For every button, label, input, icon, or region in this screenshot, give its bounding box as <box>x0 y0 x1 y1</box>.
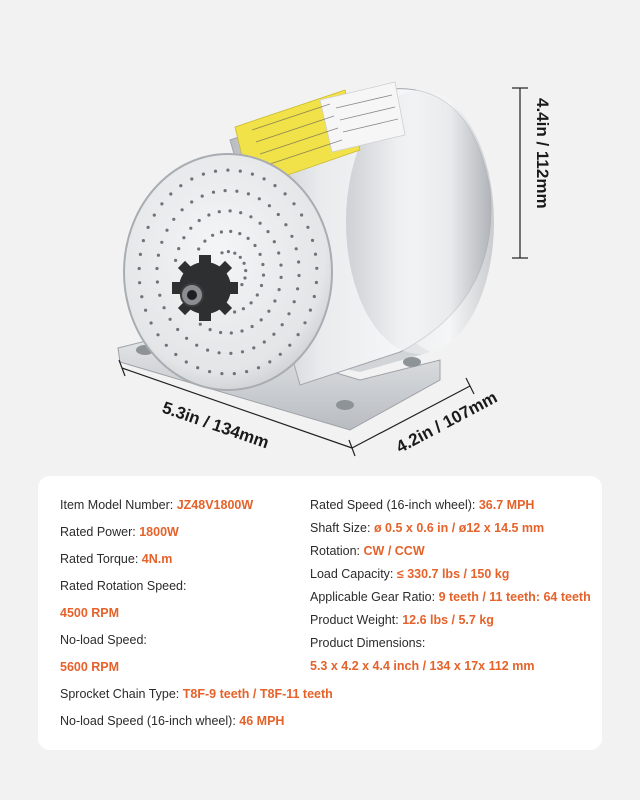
vent-hole <box>179 184 182 187</box>
vent-hole <box>176 328 179 331</box>
spec-rotation: Rotation: CW / CCW <box>310 544 425 558</box>
vent-hole <box>233 252 236 255</box>
vent-hole <box>229 209 232 212</box>
vent-hole <box>259 253 262 256</box>
vent-hole <box>201 195 204 198</box>
vent-hole <box>296 287 299 290</box>
vent-hole <box>174 259 177 262</box>
vent-hole <box>243 276 246 279</box>
spec-rated-power: Rated Power: 1800W <box>60 525 179 539</box>
vent-hole <box>229 352 232 355</box>
vent-hole <box>196 366 199 369</box>
spec-rated-rotation-speed-label: Rated Rotation Speed: <box>60 579 187 593</box>
vent-hole <box>267 310 270 313</box>
vent-hole <box>212 191 215 194</box>
vent-hole <box>163 306 166 309</box>
vent-hole <box>199 323 202 326</box>
vent-hole <box>314 253 317 256</box>
vent-hole <box>277 213 280 216</box>
vent-hole <box>280 276 283 279</box>
vent-hole <box>218 351 221 354</box>
vent-hole <box>240 283 243 286</box>
vent-hole <box>189 227 192 230</box>
vent-hole <box>233 372 236 375</box>
vent-hole <box>287 312 290 315</box>
vent-hole <box>147 226 150 229</box>
vent-hole <box>169 192 172 195</box>
spec-product-weight: Product Weight: 12.6 lbs / 5.7 kg <box>310 613 494 627</box>
vent-hole <box>138 281 141 284</box>
vent-hole <box>165 344 168 347</box>
motor-front-face <box>124 154 332 390</box>
vent-hole <box>211 234 214 237</box>
spec-product-dimensions-value: 5.3 x 4.2 x 4.4 inch / 134 x 17x 112 mm <box>310 659 535 673</box>
vent-hole <box>245 370 248 373</box>
vent-hole <box>155 267 158 270</box>
vent-hole <box>208 370 211 373</box>
vent-hole <box>229 230 232 233</box>
vent-hole <box>190 200 193 203</box>
vent-hole <box>139 253 142 256</box>
vent-hole <box>169 318 172 321</box>
vent-hole <box>297 333 300 336</box>
vent-hole <box>233 310 236 313</box>
vent-hole <box>185 360 188 363</box>
vent-hole <box>306 226 309 229</box>
vent-hole <box>258 197 261 200</box>
vent-hole <box>198 219 201 222</box>
vent-hole <box>279 353 282 356</box>
vent-hole <box>190 177 193 180</box>
vent-hole <box>309 309 312 312</box>
spec-sprocket-chain-type: Sprocket Chain Type: T8F-9 teeth / T8F-11 teeth <box>60 687 333 701</box>
width-dimension-label: 5.3in / 134mm <box>159 398 272 453</box>
depth-dimension-label: 4.2in / 107mm <box>393 387 501 457</box>
vent-hole <box>140 295 143 298</box>
vent-hole <box>250 301 253 304</box>
vent-hole <box>218 210 221 213</box>
spec-shaft-size: Shaft Size: ø 0.5 x 0.6 in / ø12 x 14.5 mm <box>310 521 545 535</box>
vent-hole <box>244 269 247 272</box>
vent-hole <box>253 244 256 247</box>
vent-hole <box>172 218 175 221</box>
spec-no-load-speed-value: 5600 RPM <box>60 660 120 674</box>
vent-hole <box>257 366 260 369</box>
vent-hole <box>160 241 163 244</box>
height-dimension-label: 4.4in / 112mm <box>533 98 552 209</box>
vent-hole <box>284 192 287 195</box>
vent-hole <box>227 250 230 253</box>
vent-hole <box>315 267 318 270</box>
vent-hole <box>144 309 147 312</box>
vent-hole <box>260 284 263 287</box>
vent-hole <box>273 184 276 187</box>
vent-hole <box>220 251 223 254</box>
vent-hole <box>239 256 242 259</box>
vent-hole <box>273 299 276 302</box>
vent-hole <box>303 321 306 324</box>
vent-hole <box>290 235 293 238</box>
vent-hole <box>185 337 188 340</box>
vent-hole <box>263 340 266 343</box>
vent-hole <box>281 323 284 326</box>
vent-hole <box>239 211 242 214</box>
spec-load-capacity: Load Capacity: ≤ 330.7 lbs / 150 kg <box>310 567 510 581</box>
vent-hole <box>160 202 163 205</box>
vent-hole <box>242 307 245 310</box>
vent-hole <box>206 349 209 352</box>
vent-hole <box>251 173 254 176</box>
vent-hole <box>226 169 229 172</box>
vent-hole <box>243 262 246 265</box>
vent-hole <box>262 274 265 277</box>
vent-hole <box>203 240 206 243</box>
spec-product-dimensions-label: Product Dimensions: <box>310 636 426 650</box>
vent-hole <box>261 263 264 266</box>
vent-hole <box>268 204 271 207</box>
vent-hole <box>197 247 200 250</box>
vent-hole <box>241 350 244 353</box>
spec-rated-rotation-speed-value: 4500 RPM <box>60 606 120 620</box>
vent-hole <box>315 281 318 284</box>
vent-hole <box>249 215 252 218</box>
vent-hole <box>272 333 275 336</box>
vent-hole <box>288 344 291 347</box>
vent-hole <box>273 240 276 243</box>
vent-hole <box>284 223 287 226</box>
spec-no-load-speed-16-inch: No-load Speed (16-inch wheel): 46 MPH <box>60 714 285 728</box>
vent-hole <box>313 295 316 298</box>
vent-hole <box>297 274 300 277</box>
vent-hole <box>157 254 160 257</box>
vent-hole <box>156 280 159 283</box>
vent-hole <box>263 177 266 180</box>
vent-hole <box>181 208 184 211</box>
vent-hole <box>235 190 238 193</box>
vent-hole <box>247 237 250 240</box>
vent-hole <box>174 353 177 356</box>
vent-hole <box>177 247 180 250</box>
spec-rated-torque: Rated Torque: 4N.m <box>60 552 173 566</box>
vent-hole <box>224 189 227 192</box>
spec-applicable-gear-ratio: Applicable Gear Ratio: 9 teeth / 11 teeth: 64 teeth <box>310 590 591 604</box>
vent-hole <box>297 260 300 263</box>
vent-hole <box>182 236 185 239</box>
vent-hole <box>311 239 314 242</box>
vent-hole <box>219 331 222 334</box>
vent-hole <box>238 232 241 235</box>
vent-hole <box>259 222 262 225</box>
vent-hole <box>220 230 223 233</box>
spec-rated-speed-16-inch: Rated Speed (16-inch wheel): 36.7 MPH <box>310 498 535 512</box>
vent-hole <box>240 329 243 332</box>
vent-hole <box>207 213 210 216</box>
vent-hole <box>252 346 255 349</box>
vent-hole <box>277 251 280 254</box>
vent-hole <box>256 293 259 296</box>
vent-hole <box>156 333 159 336</box>
vent-hole <box>239 170 242 173</box>
spec-no-load-speed-label: No-load Speed: <box>60 633 147 647</box>
vent-hole <box>292 202 295 205</box>
vent-hole <box>138 267 141 270</box>
vent-hole <box>230 331 233 334</box>
spec-item-model-number: Item Model Number: JZ48V1800W <box>60 498 254 512</box>
vent-hole <box>165 229 168 232</box>
specifications-card <box>38 476 602 750</box>
vent-hole <box>202 173 205 176</box>
vent-hole <box>300 213 303 216</box>
vent-hole <box>260 318 263 321</box>
vent-hole <box>195 344 198 347</box>
vent-hole <box>214 170 217 173</box>
vent-hole <box>251 325 254 328</box>
vent-hole <box>278 288 281 291</box>
vent-hole <box>247 192 250 195</box>
vent-hole <box>293 300 296 303</box>
vent-hole <box>142 239 145 242</box>
vent-hole <box>279 264 282 267</box>
vent-hole <box>150 321 153 324</box>
vent-hole <box>209 328 212 331</box>
vent-hole <box>295 247 298 250</box>
vent-hole <box>266 230 269 233</box>
vent-hole <box>268 360 271 363</box>
vent-hole <box>153 214 156 217</box>
vent-hole <box>220 372 223 375</box>
vent-hole <box>158 294 161 297</box>
